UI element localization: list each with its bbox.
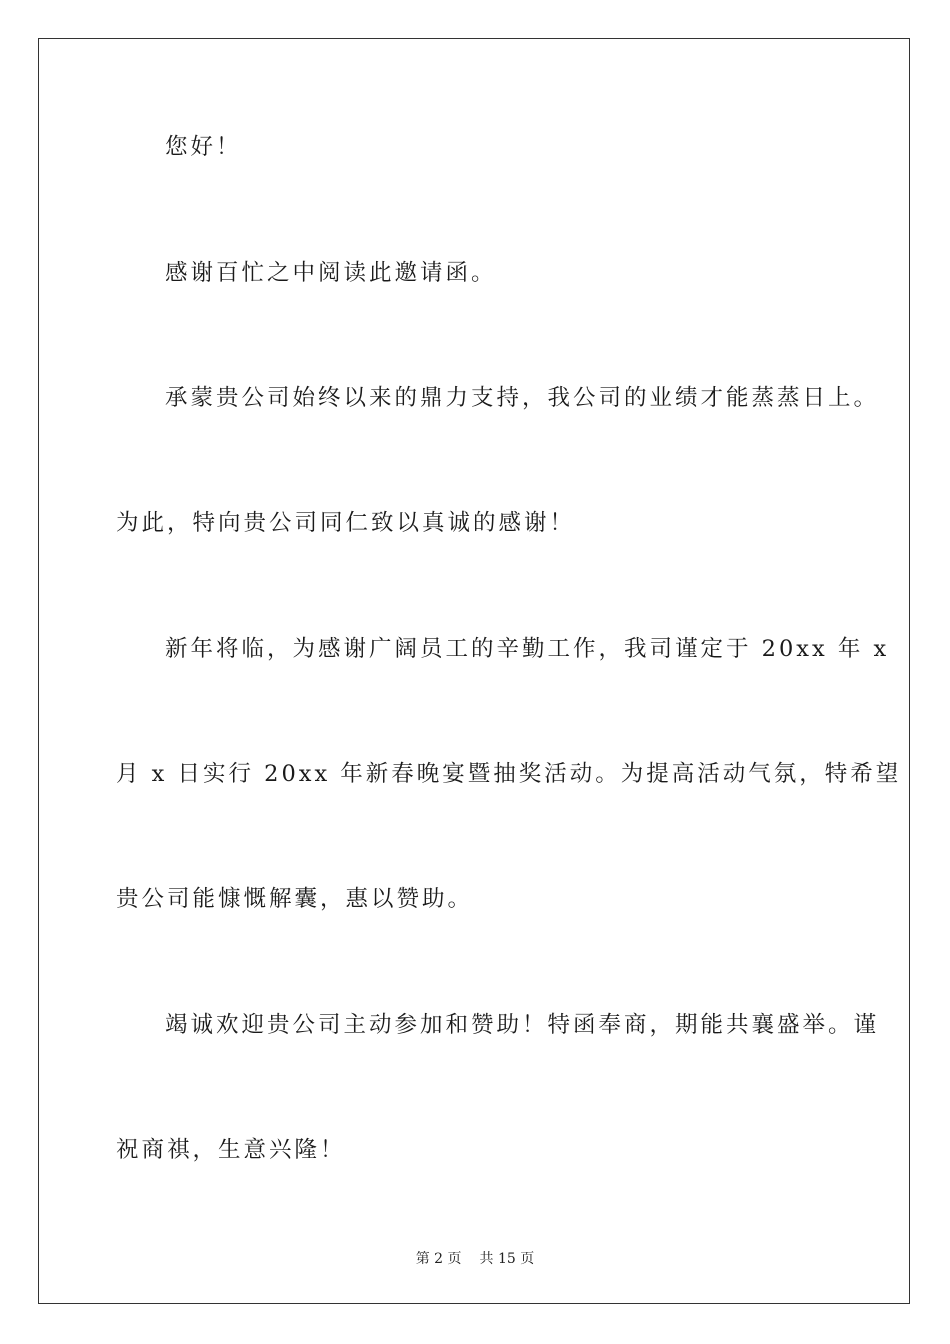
paragraph-line: 竭诚欢迎贵公司主动参加和赞助！特函奉商，期能共襄盛举。谨	[165, 1012, 880, 1038]
page-frame	[38, 38, 910, 1304]
paragraph-line: 月 x 日实行 20xx 年新春晚宴暨抽奖活动。为提高活动气氛，特希望	[116, 761, 902, 787]
paragraph-line: 承蒙贵公司始终以来的鼎力支持，我公司的业绩才能蒸蒸日上。	[165, 385, 880, 411]
page-total: 共 15 页	[479, 1251, 535, 1267]
page-number: 第 2 页	[415, 1251, 462, 1267]
paragraph-line: 新年将临，为感谢广阔员工的辛勤工作，我司谨定于 20xx 年 x	[165, 636, 890, 662]
paragraph-line: 祝商祺，生意兴隆！	[116, 1137, 346, 1163]
paragraph-line: 贵公司能慷慨解囊，惠以赞助。	[116, 886, 474, 912]
page-footer	[0, 1248, 950, 1268]
greeting: 您好！	[165, 134, 242, 160]
paragraph-line: 感谢百忙之中阅读此邀请函。	[165, 260, 497, 286]
paragraph-line: 为此，特向贵公司同仁致以真诚的感谢！	[116, 510, 576, 536]
